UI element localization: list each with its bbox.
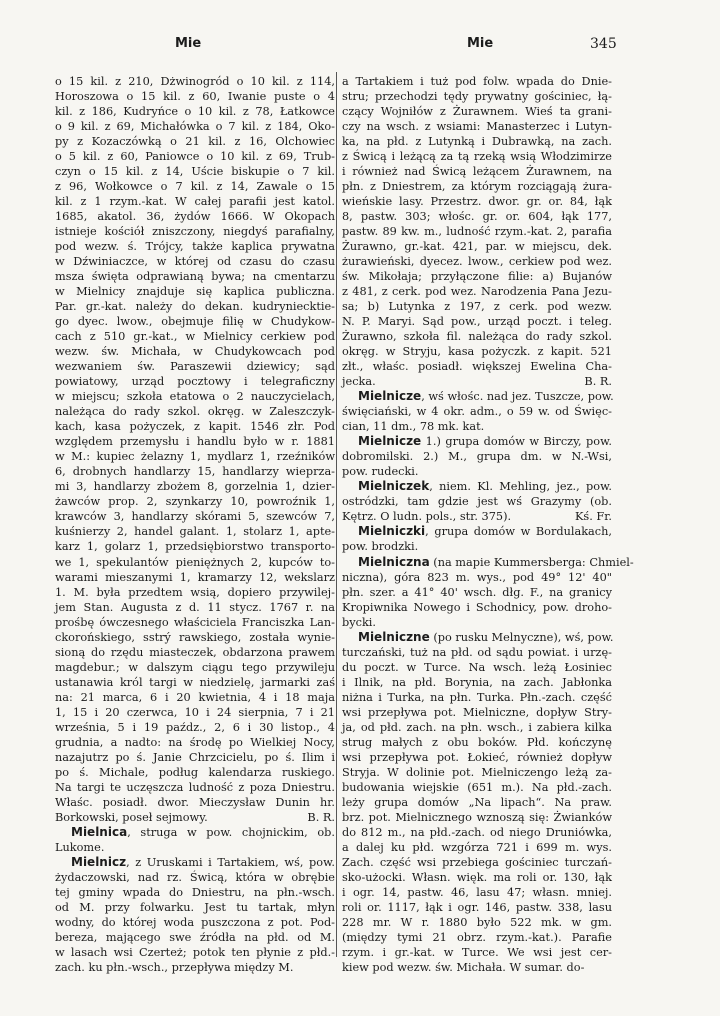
text-line: jecka. B. R. <box>342 375 612 389</box>
text-line: Kętrz. O ludn. pols., str. 375). Kś. Fr. <box>342 510 612 524</box>
text-line: Mielnicze, wś włośc. nad jez. Tuszcze, pow. <box>358 389 614 404</box>
text-line: wieńskie lasy. Przestrz. dwor. gr. or. 84, łąk <box>342 195 612 209</box>
text-line: ustanawia król targi w niedzielę, jarmarki zaś <box>55 675 335 689</box>
text-line: sioną do rzędu miasteczek, obdarzona prawem <box>55 645 335 659</box>
column-divider <box>336 72 337 957</box>
text-line: na: 21 marca, 6 i 20 kwietnia, 4 i 18 maja <box>55 690 335 704</box>
text-line: niżna i Turka, na płn. Turka. Płn.-zach. część <box>342 690 612 704</box>
text-line: należąca do rady szkol. okręg. w Zaleszczyk- <box>55 405 335 419</box>
text-line: Stryja. W dolinie pot. Mielniczengo leżą za- <box>342 765 612 779</box>
text-line: z Świcą i leżącą za tą rzeką wsią Włodzimirze <box>342 150 612 164</box>
text-line: kiew pod wezw. św. Michała. W sumar. do- <box>342 960 585 974</box>
text-line: mi 3, handlarzy zbożem 8, gorzelnia 1, dzier- <box>55 480 335 494</box>
text-line: Kropiwnika Nowego i Schodnicy, pow. droho- <box>342 600 612 614</box>
text-line: a Tartakiem i tuż pod folw. wpada do Dnie- <box>342 75 612 88</box>
text-line: Mielniczek, niem. Kl. Mehling, jez., pow. <box>358 479 612 494</box>
text-line: okręg. w Stryju, kasa pożyczk. z kapit. 521 <box>342 345 612 359</box>
text-line: bereza, mającego swe źródła na płd. od M. <box>55 930 335 944</box>
text-line: kach, kasa pożyczek, z kapit. 1546 złr. Pod <box>55 420 335 434</box>
running-header <box>0 36 720 56</box>
text-line: krawców 3, handlarzy skórami 5, szewców 7, <box>55 510 335 524</box>
text-line: pod wezw. ś. Trójcy, także kaplica prywatna <box>55 240 335 254</box>
text-line: sa; b) Lutynka z 197, z cerk. pod wezw. <box>342 300 612 314</box>
text-line: karz 1, golarz 1, przedsiębiorstwo transporto- <box>55 540 335 554</box>
text-line: płn. szer. a 41° 40' wsch. dłg. F., na granicy <box>342 585 612 599</box>
text-line: Horoszowa o 15 kil. z 60, Iwanie puste o 4 <box>55 90 335 104</box>
text-line: o 15 kil. z 210, Dżwinogród o 10 kil. z 114, <box>55 75 335 88</box>
text-line: z 96, Wołkowce o 7 kil. z 14, Zawale o 15 <box>55 180 335 194</box>
text-line: bycki. <box>342 615 376 629</box>
text-line: w lasach wsi Czerteż; potok ten płynie z płd.- <box>55 945 335 959</box>
text-line: kuśnierzy 2, handel galant. 1, stolarz 1, apte- <box>55 525 335 539</box>
text-line: Na targi te uczęszcza ludność z poza Dniestru. <box>55 780 335 794</box>
text-line: 6, drobnych handlarzy 15, handlarzy wieprza- <box>55 465 335 479</box>
text-line: 228 mr. W r. 1880 było 522 mk. w gm. <box>342 915 612 929</box>
text-line: msza święta odprawianą bywa; na cmentarzu <box>55 270 335 284</box>
text-line: wezwaniem św. Paraszewii dziewicy; sąd <box>55 360 335 374</box>
text-line: a dalej ku płd. wzgórza 721 i 699 m. wys. <box>342 840 612 854</box>
text-line: roli or. 1117, łąk i ogr. 146, pastw. 338, lasu <box>342 900 612 914</box>
left-running-head: Mie <box>175 36 202 51</box>
text-line: warami mieszanymi 1, kramarzy 12, wekslarz <box>55 570 335 584</box>
text-line: w Dźwiniaczce, w której od czasu do czasu <box>55 255 335 269</box>
text-line: czyn o 15 kil. z 14, Uście biskupie o 7 kil. <box>55 165 335 179</box>
text-line: brz. pot. Mielnicznego wznoszą się: Żwianków <box>342 810 612 824</box>
text-line: względem przemysłu i handlu było w r. 1881 <box>55 435 335 449</box>
text-line: pow. brodzki. <box>342 540 419 554</box>
text-line: zach. ku płn.-wsch., przepływa między M. <box>55 960 294 974</box>
right-column <box>342 74 634 975</box>
text-line: Mielnicz, z Uruskami i Tartakiem, wś, pow. <box>71 854 335 869</box>
text-line: wsi przepływa pot. Łokieć, również dopływ <box>342 750 612 764</box>
text-line: ja, od płd. zach. na płn. wsch., i zabiera kilka <box>342 720 612 734</box>
text-line: Par. gr.-kat. należy do dekan. kudryniecktie- <box>55 300 335 314</box>
text-line: czący Wojniłów z Żurawnem. Wieś ta grani- <box>342 105 612 119</box>
text-line: 1. M. była przedtem wsią, dopiero przywilej- <box>55 585 335 599</box>
text-line: kil. z 186, Kudryńce o 10 kil. z 78, Łatkowce <box>55 105 335 119</box>
text-line: w Mielnicy znajduje się kaplica publiczna. <box>55 285 335 299</box>
page-number: 345 <box>590 36 617 52</box>
text-line: we 1, spekulantów pieniężnych 2, kupców to- <box>55 555 335 569</box>
text-line: w M.: kupiec żelazny 1, mydlarz 1, rzeźników <box>55 450 335 464</box>
text-line: Żurawno, gr.-kat. 421, par. w miejscu, dek. <box>342 240 612 254</box>
left-column <box>55 74 335 975</box>
text-line: Mielnica, struga w pow. chojnickim, ob. <box>71 824 335 839</box>
text-line: i ogr. 14, pastw. 46, lasu 47; własn. mniej. <box>342 885 612 899</box>
text-line: powiatowy, urząd pocztowy i telegraficzny <box>55 375 335 389</box>
text-line: po ś. Michale, podług kalendarza ruskiego. <box>55 765 335 779</box>
text-line: py z Kozaczówką o 21 kil. z 16, Olchowiec <box>55 135 335 149</box>
text-line: żawców prop. 2, szynkarzy 10, powroźnik 1, <box>55 495 335 509</box>
text-line: dobromilski. 2.) M., grupa dm. w N.-Wsi, <box>342 450 612 464</box>
text-line: Lukome. <box>55 840 105 854</box>
text-line: z 481, z cerk. pod wez. Narodzenia Pana Jezu- <box>342 285 612 299</box>
text-line: cach z 510 gr.-kat., w Mielnicy cerkiew pod <box>55 330 335 344</box>
text-line: cian, 11 dm., 78 mk. kat. <box>342 420 485 434</box>
text-line: nazajutrz po ś. Janie Chrzcicielu, po ś. Ilim i <box>55 750 335 764</box>
text-line: prośbę ówczesnego właściciela Franciszka Lan- <box>55 615 335 629</box>
text-line: Mielniczne (po rusku Melnyczne), wś, pow. <box>358 629 614 644</box>
text-line: jem Stan. Augusta z d. 11 stycz. 1767 r. na <box>55 600 335 614</box>
text-line: 1, 15 i 20 czerwca, 10 i 24 sierpnia, 7 i 21 <box>55 705 335 719</box>
text-line: września, 5 i 19 paźdz., 2, 6 i 30 listop., 4 <box>55 720 335 734</box>
text-line: grudnia, a nadto: na środę po Wielkiej Nocy, <box>55 735 335 749</box>
center-running-head: Mie <box>467 36 494 51</box>
text-line: o 9 kil. z 69, Michałówka o 7 kil. z 184, Oko- <box>55 120 335 134</box>
text-line: żydaczowski, nad rz. Świcą, która w obrębie <box>55 870 335 884</box>
text-line: magdebur.; w dalszym ciągu tego przywileju <box>55 660 335 674</box>
text-line: budowania wiejskie (651 m.). Na płd.-zach. <box>342 780 612 794</box>
text-line: święciański, w 4 okr. adm., o 59 w. od Święc- <box>342 405 612 419</box>
text-line: (między tymi 21 obrz. rzym.-kat.). Parafie <box>342 930 612 944</box>
text-line: 8, pastw. 303; włośc. gr. or. 604, łąk 177, <box>342 210 612 224</box>
text-line: Mielnicze 1.) grupa domów w Birczy, pow. <box>358 434 612 449</box>
text-line: o 5 kil. z 60, Paniowce o 10 kil. z 69, Trub- <box>55 150 335 164</box>
text-line: niczna), góra 823 m. wys., pod 49° 12' 40" <box>342 570 612 584</box>
text-line: od M. przy folwarku. Jest tu tartak, młyn <box>55 900 335 914</box>
text-line: tej gminy wpada do Dniestru, na płn.-wsch. <box>55 885 335 899</box>
text-line: czy na wsch. z wsiami: Manasterzec i Lutyn- <box>342 120 612 134</box>
text-line: pow. rudecki. <box>342 465 419 479</box>
text-line: go dyec. lwow., obejmuje filię w Chudykow- <box>55 315 335 329</box>
text-line: do 812 m., na płd.-zach. od niego Druniówka, <box>342 825 612 839</box>
text-line: strug małych z obu boków. Płd. kończynę <box>342 735 612 749</box>
text-line: Borkowski, poseł sejmowy. B. R. <box>55 810 335 824</box>
text-line: turczański, tuż na płd. od sądu powiat. i urzę- <box>342 645 612 659</box>
text-line: Żurawno, szkoła fil. należąca do rady szkol. <box>342 330 612 344</box>
text-line: i Ilnik, na płd. Borynia, na zach. Jabłonka <box>342 675 612 689</box>
text-line: Mielniczna (na mapie Kummersberga: Chmiel- <box>358 554 634 569</box>
text-line: pastw. 89 kw. m., ludność rzym.-kat. 2, parafia <box>342 225 612 239</box>
text-line: żurawieński, dyecez. lwow., cerkiew pod wez. <box>342 255 612 269</box>
text-line: istnieje kościół zniszczony, niegdyś parafialny, <box>55 225 335 239</box>
text-line: Właśc. posiadł. dwor. Mieczysław Dunin hr. <box>55 795 335 809</box>
text-line: św. Mikołaja; przyłączone filie: a) Bujanów <box>342 270 612 284</box>
text-line: Zach. część wsi przebiega gościniec turczań- <box>342 855 612 869</box>
text-line: sko-użocki. Własn. więk. ma roli or. 130, łąk <box>342 870 612 884</box>
text-line: Mielniczki, grupa domów w Bordulakach, <box>358 524 612 539</box>
text-line: i również nad Świcą leżącem Żurawnem, na <box>342 165 612 179</box>
text-line: wodny, do której woda puszczona z pot. Pod- <box>55 915 335 929</box>
text-line: ostródzki, tam gdzie jest wś Grazymy (ob. <box>342 495 612 509</box>
text-line: złt., właśc. posiadł. większej Ewelina Cha- <box>342 360 612 374</box>
text-line: płn. z Dniestrem, za którym rozciągają żura- <box>342 180 612 194</box>
text-line: stru; przechodzi tędy prywatny gościniec, łą- <box>342 90 612 104</box>
text-line: w miejscu; szkoła etatowa o 2 nauczycielach, <box>55 390 335 404</box>
text-line: kil. z 1 rzym.-kat. W całej parafii jest katol. <box>55 195 335 209</box>
text-line: du poczt. w Turce. Na wsch. leżą Łosiniec <box>342 660 612 674</box>
text-line: wsi przepływa pot. Mielniczne, dopływ Stry- <box>342 705 612 719</box>
text-line: leży grupa domów „Na lipach“. Na praw. <box>342 795 612 809</box>
text-line: rzym. i gr.-kat. w Turce. We wsi jest cer- <box>342 945 612 959</box>
text-line: 1685, akatol. 36, żydów 1666. W Okopach <box>55 210 335 224</box>
text-line: wezw. św. Michała, w Chudykowcach pod <box>55 345 335 359</box>
text-line: ckorońskiego, sstrý rawskiego, została wynie- <box>55 630 335 644</box>
text-line: ka, na płd. z Lutynką i Dubrawką, na zach. <box>342 135 612 149</box>
text-line: N. P. Maryi. Sąd pow., urząd poczt. i teleg. <box>342 315 612 329</box>
